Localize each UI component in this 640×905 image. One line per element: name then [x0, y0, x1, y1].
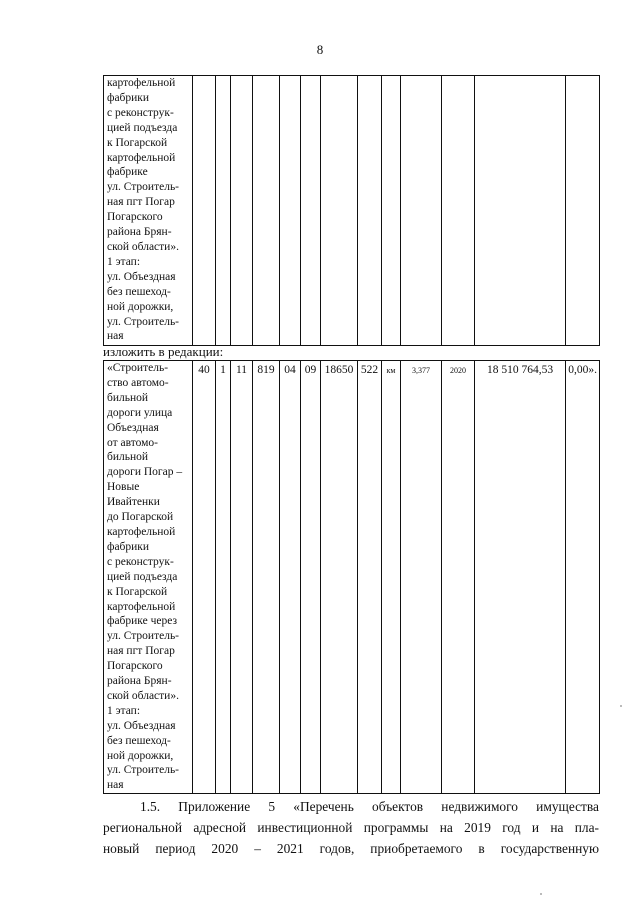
- empty-cell: [280, 76, 301, 346]
- object-name-line: картофельной: [107, 151, 176, 164]
- old-table: [103, 75, 600, 346]
- value-cell: [566, 361, 600, 794]
- object-name-line: картофельной: [107, 525, 176, 538]
- paragraph-line: 1.5. Приложение 5 «Перечень объектов недвижимого имущества: [140, 799, 599, 814]
- object-name-line: дороги улица: [107, 406, 173, 419]
- value-cell: [216, 361, 231, 794]
- value-cell: [382, 361, 401, 794]
- object-name-line: ул. Объездная: [107, 270, 176, 283]
- value-cell: [193, 361, 216, 794]
- object-name-line: Объездная: [107, 421, 159, 434]
- value-text: 40: [198, 364, 210, 376]
- empty-cell: [193, 76, 216, 346]
- scan-speck: [620, 705, 622, 707]
- object-name-line: от автомо-: [107, 436, 159, 449]
- new-table: [103, 360, 600, 794]
- empty-cell: [401, 76, 442, 346]
- object-name-line: ная пгт Погар: [107, 645, 175, 658]
- object-name-line: картофельной: [107, 600, 176, 613]
- value-text: 819: [257, 364, 275, 376]
- object-name-line: ул. Строитель-: [107, 630, 180, 643]
- object-name-line: Погарского: [107, 211, 163, 224]
- object-name-line: фабрики: [107, 540, 150, 553]
- page-number: 8: [316, 42, 324, 57]
- empty-cell: [301, 76, 321, 346]
- object-name-line: фабрики: [107, 91, 150, 104]
- object-name-line: района Брян-: [107, 226, 172, 239]
- empty-cell: [566, 76, 600, 346]
- value-cell: [280, 361, 301, 794]
- object-name-line: ской области».: [107, 689, 179, 702]
- value-cell: [401, 361, 442, 794]
- value-text: 1: [220, 364, 226, 376]
- empty-cell: [321, 76, 358, 346]
- value-text: 11: [235, 364, 248, 376]
- object-name-line: до Погарской: [107, 511, 174, 524]
- year-text: 2020: [450, 366, 466, 375]
- object-name-line: без пешеход-: [107, 734, 171, 747]
- value-cell: [253, 361, 280, 794]
- object-name-line: «Строитель-: [107, 362, 169, 374]
- value-cell: [301, 361, 321, 794]
- empty-cell: [253, 76, 280, 346]
- object-name-line: бильной: [107, 391, 149, 404]
- object-name-line: ул. Строитель-: [107, 315, 180, 328]
- value-cell: [442, 361, 475, 794]
- object-name-line: ная пгт Погар: [107, 196, 175, 209]
- object-name-line: картофельной: [107, 77, 176, 89]
- old-table-row: [104, 76, 600, 346]
- object-name-line: цией подъезда: [107, 570, 178, 583]
- empty-cell: [216, 76, 231, 346]
- object-name-line: 1 этап:: [107, 255, 141, 268]
- object-name-line: к Погарской: [107, 136, 168, 149]
- object-name-line: фабрике через: [107, 615, 178, 628]
- object-name-line: к Погарской: [107, 585, 168, 598]
- object-name-cell: [104, 76, 193, 346]
- value-text: 522: [360, 364, 379, 376]
- value-cell: [358, 361, 382, 794]
- object-name-line: Ивайтенки: [107, 496, 160, 509]
- object-name-line: ство автомо-: [107, 376, 169, 389]
- paragraph-line: новый период 2020 – 2021 годов, приобретаемого в государственную: [103, 841, 599, 856]
- object-name-line: ная: [107, 330, 124, 343]
- new-table-row: [104, 361, 600, 794]
- paragraph: [103, 796, 599, 859]
- object-name-line: ной дорожки,: [107, 749, 174, 762]
- value-text: 04: [284, 364, 296, 376]
- object-name-line: ул. Строитель-: [107, 764, 180, 777]
- value-text: 09: [304, 364, 317, 376]
- object-name-line: бильной: [107, 451, 149, 464]
- object-name-line: Новые: [107, 481, 140, 494]
- object-name-line: дороги Погар –: [107, 466, 183, 479]
- intro-text: изложить в редакции:: [103, 344, 224, 359]
- empty-cell: [382, 76, 401, 346]
- paragraph-line: региональной адресной инвестиционной программы на 2019 год и на пла-: [103, 820, 599, 835]
- empty-cell: [358, 76, 382, 346]
- object-name-line: с реконструк-: [107, 555, 174, 568]
- value-cell: [321, 361, 358, 794]
- empty-cell: [442, 76, 475, 346]
- object-name-line: ской области».: [107, 240, 179, 253]
- object-name-line: цией подъезда: [107, 121, 178, 134]
- value-cell: [231, 361, 253, 794]
- object-name-line: с реконструк-: [107, 106, 174, 119]
- object-name-cell: [104, 361, 193, 794]
- object-name-line: Погарского: [107, 660, 163, 673]
- value-cell: [475, 361, 566, 794]
- object-name-line: без пешеход-: [107, 285, 171, 298]
- amount-text: 0,00».: [568, 364, 597, 376]
- object-name-line: ной дорожки,: [107, 300, 174, 313]
- empty-cell: [231, 76, 253, 346]
- empty-cell: [475, 76, 566, 346]
- object-name-line: фабрике: [107, 166, 148, 179]
- object-name-line: ул. Строитель-: [107, 181, 180, 194]
- object-name-line: ная: [107, 779, 124, 792]
- object-name-line: 1 этап:: [107, 704, 141, 717]
- value-text: 3,377: [412, 366, 430, 375]
- unit-text: км: [386, 366, 396, 375]
- value-text: 18650: [324, 364, 354, 376]
- scan-speck: [540, 893, 542, 895]
- object-name-line: ул. Объездная: [107, 719, 176, 732]
- amount-text: 18 510 764,53: [486, 364, 554, 376]
- object-name-line: района Брян-: [107, 675, 172, 688]
